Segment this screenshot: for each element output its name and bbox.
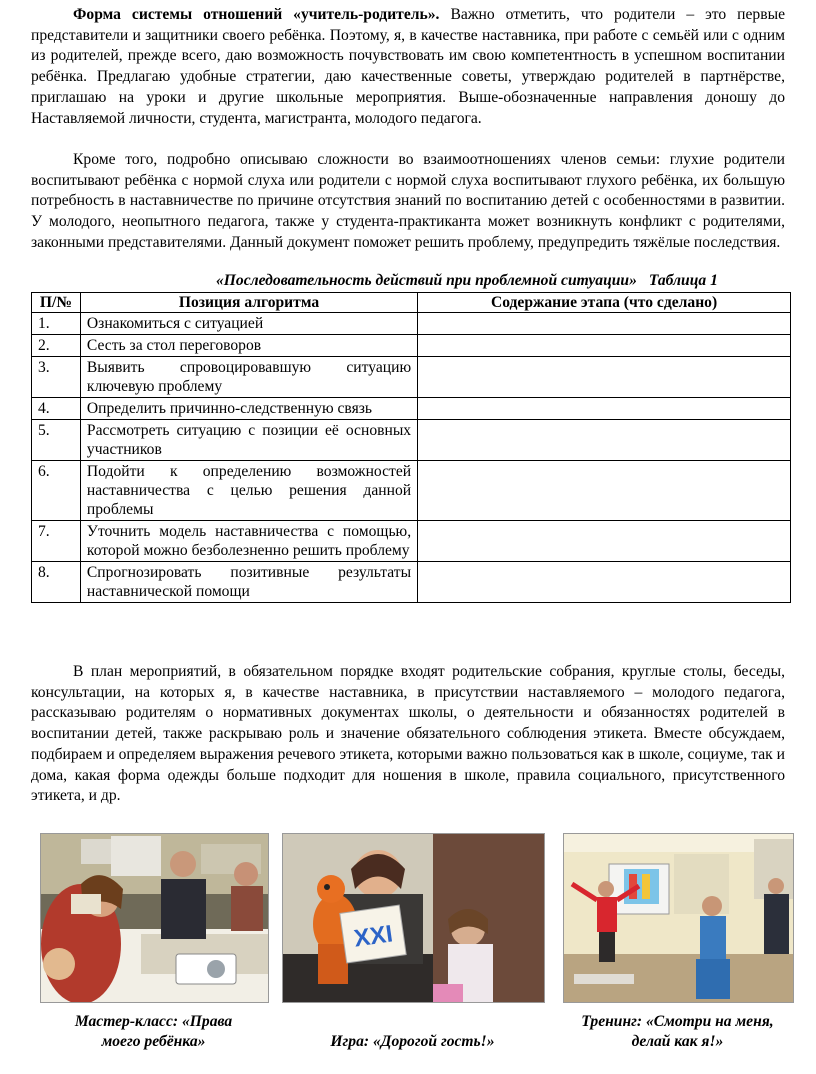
row-content [418,562,791,603]
row-step: Рассмотреть ситуацию с позиции её основных участников [80,420,417,461]
row-content [418,521,791,562]
table-row [32,313,791,335]
paragraph-family-relations [31,5,785,129]
table-title: «Последовательность действий при проблемной ситуации» [216,272,637,289]
row-content [418,461,791,521]
table-row [32,398,791,420]
row-content [418,357,791,398]
header-content: Содержание этапа (что сделано) [418,293,791,313]
paragraph-events-plan [31,662,785,807]
table-row [32,420,791,461]
caption-line: моего ребёнка» [101,1033,206,1050]
row-content [418,313,791,335]
row-step: Спрогнозировать позитивные результаты наставнической помощи [80,562,417,603]
table-row [32,357,791,398]
table-row [32,335,791,357]
photo-caption-training [555,1012,800,1052]
row-number: 2. [32,335,81,357]
header-number: П/№ [32,293,81,313]
row-number: 5. [32,420,81,461]
table-number: Таблица 1 [648,272,718,289]
row-step: Ознакомиться с ситуацией [80,313,417,335]
table-row [32,521,791,562]
caption-line: Тренинг: «Смотри на меня, [581,1013,774,1030]
caption-line: делай как я!» [631,1033,724,1050]
table-caption [216,272,786,290]
photo-game [282,833,545,1003]
row-number: 4. [32,398,81,420]
photo-caption-game: Игра: «Дорогой гость!» [330,1033,495,1050]
paragraph-body: Кроме того, подробно описываю сложности во взаимоотношениях членов семьи: глухие родители воспитывают ребёнка с нормой слуха или родители с нормой слуха воспитывают глухого ребёнка, их большую потребность в наставничестве по причине отсутствия знаний по воспитанию детей с особенностями в развитии. У молодого, неопытного педагога, также у студента-практиканта может возникнуть конфликт с родителями, законными представителями. Данный документ поможет решить проблему, предупредить тяжёлые последствия. [31,151,785,251]
row-number: 1. [32,313,81,335]
row-number: 3. [32,357,81,398]
row-content [418,420,791,461]
photo-master-class [40,833,269,1003]
row-step: Подойти к определению возможностей наставничества с целью решения данной проблемы [80,461,417,521]
row-number: 8. [32,562,81,603]
table-row [32,562,791,603]
row-number: 6. [32,461,81,521]
table-header-row [32,293,791,313]
photo-caption-master-class [40,1012,267,1052]
row-step: Сесть за стол переговоров [80,335,417,357]
row-step: Выявить спровоцировавшую ситуацию ключевую проблему [80,357,417,398]
row-content [418,335,791,357]
caption-line: Мастер-класс: «Права [74,1013,233,1030]
paragraph-lead: Форма системы отношений «учитель-родитель». [73,6,440,23]
paragraph-difficulties [31,150,785,254]
row-content [418,398,791,420]
photo-training [563,833,794,1003]
row-step: Определить причинно-следственную связь [80,398,417,420]
paragraph-body: Важно отметить, что родители – это первые представители и защитники своего ребёнка. Поэтому, я, в качестве наставника, при работе с семьёй или с одним из родителей, прежде всего, даю возможность почувствовать им свою компетентность в успешном воспитании ребёнка. Предлагаю удобные стратегии, даю качественные советы, утверждаю родителей в партнёрстве, приглашаю на уроки и другие школьные мероприятия. Выше-обозначенные направления доношу до Наставляемой личности, студента, магистранта, молодого педагога. [31,6,785,127]
card-text: XXI [352,920,395,953]
paragraph-body: В план мероприятий, в обязательном порядке входят родительские собрания, круглые столы, беседы, консультации, на которых я, в качестве наставника, в присутствии наставляемого – молодого педагога, рассказываю родителям о нормативных документах школы, о деятельности и обязанностях родителей в воспитании детей, также раскрываю роль и значение обязательного соблюдения этикета. Вместе обсуждаем, подбираем и определяем выражения речевого этикета, которыми важно пользоваться как в школе, социуме, так и дома, какая форма одежды больше подходит для ношения в школе, правила социального, присутственного этикета, и др. [31,663,785,805]
header-step: Позиция алгоритма [80,293,417,313]
row-step: Уточнить модель наставничества с помощью, которой можно безболезненно решить проблему [80,521,417,562]
algorithm-table [31,292,791,603]
row-number: 7. [32,521,81,562]
table-row [32,461,791,521]
